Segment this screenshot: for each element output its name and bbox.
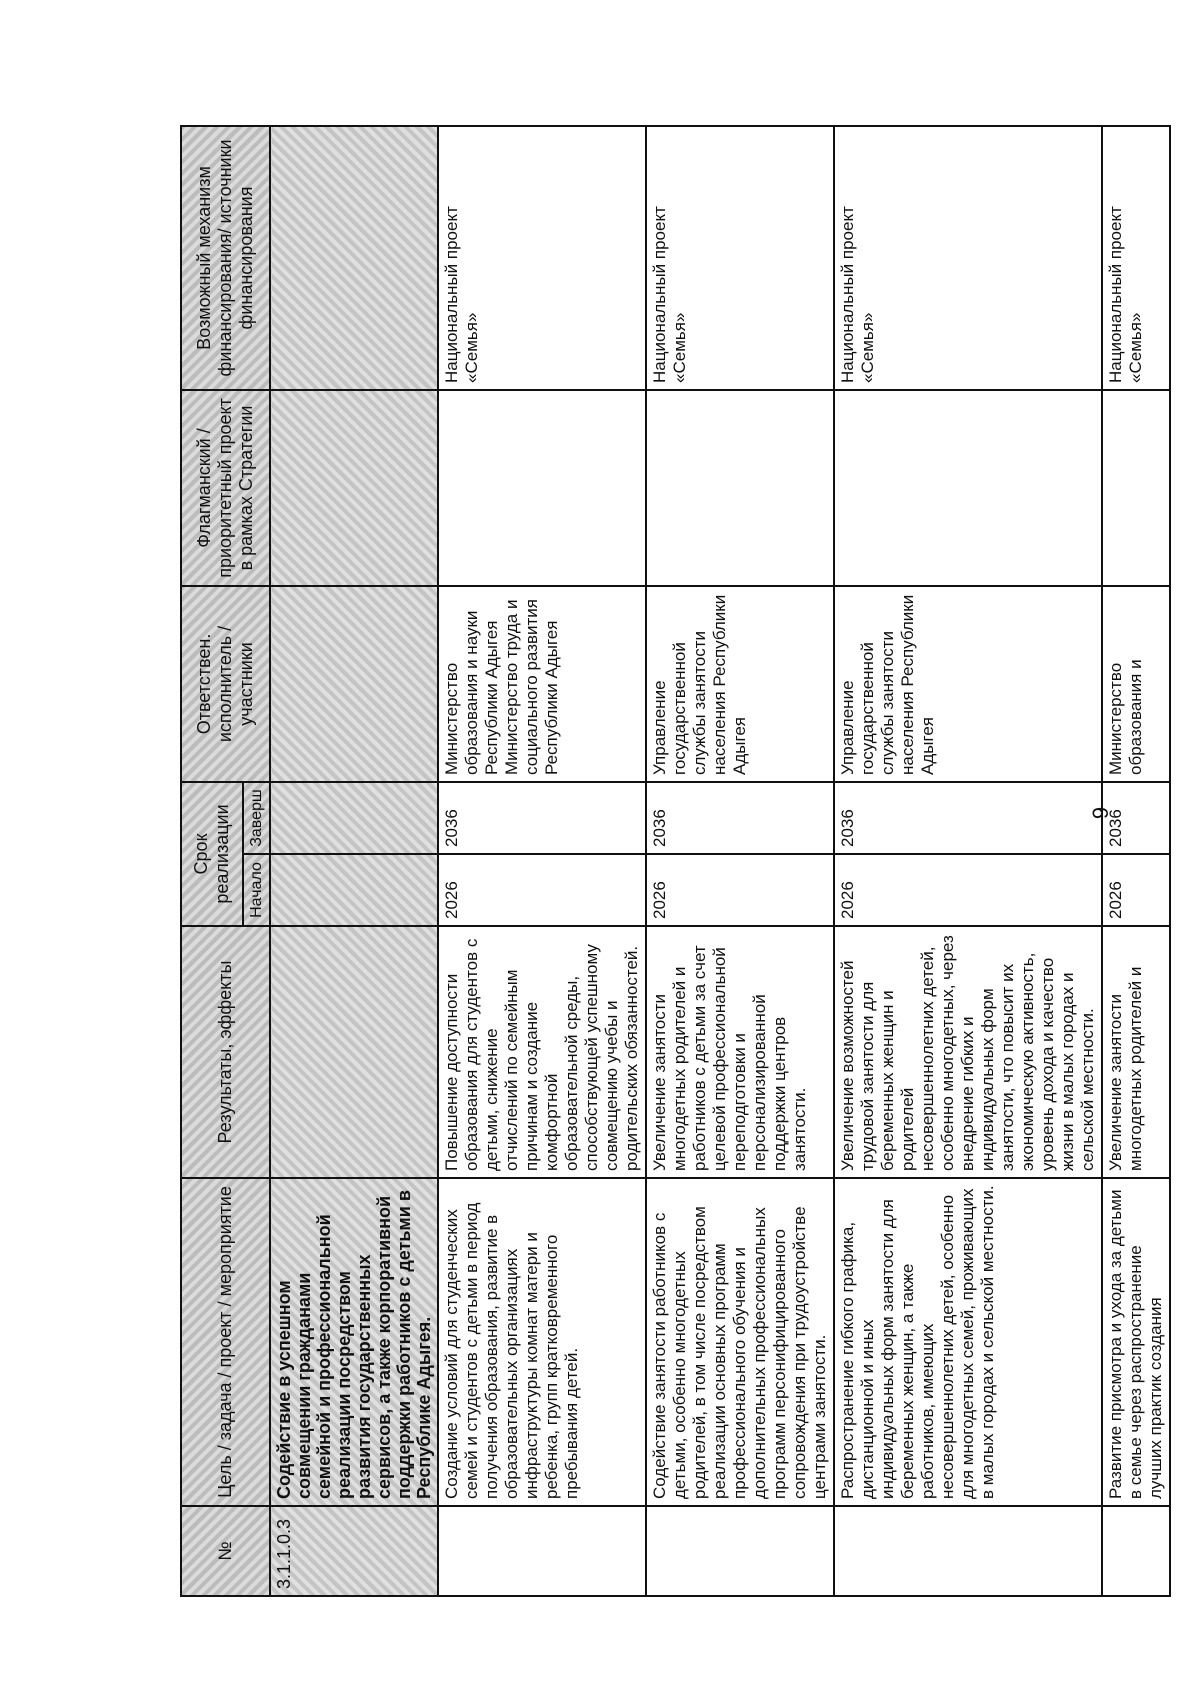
financing-text: Национальный проект «Семья» [646,126,834,390]
row-num-cell [438,1506,646,1596]
header-goal: Цель / задача / проект / мероприятие [181,1178,270,1506]
goal-end-cell [270,782,438,854]
header-results: Результаты, эффекты [181,926,270,1178]
header-financing: Возможный механизм финансирования/ источники финансирования [181,126,270,390]
goal-flagship-cell [270,390,438,586]
goal-financing-cell [270,126,438,390]
financing-text: Национальный проект «Семья» [834,126,1102,390]
goal-code: 3.1.1.0.3 [270,1506,438,1596]
row-num-cell [646,1506,834,1596]
end-year: 2036 [834,782,1102,854]
task-text: Содействие занятости работников с детьми, особенно многодетных родителей, в том числе посредством реализации основных программ профессионального обучения и дополнительных профессиональных программ персонифицированного сопровождения при трудоустройстве центрами занятости. [646,1178,834,1506]
goal-row [270,126,438,1596]
responsible-text: Министерство образования и [1102,586,1170,782]
task-text: Распространение гибкого графика, дистанционной и иных индивидуальных форм занятости для беременных женщин, а также работников, имеющих несовершеннолетних детей, особенно для многодетных семей, проживающих в малых городах и сельской местности. [834,1178,1102,1506]
header-num: № [181,1506,270,1596]
result-text: Повышение доступности образования для студентов с детьми, снижение отчислений по семейным причинам и создание комфортной образовательной среды, способствующей успешному совмещению учебы и родительских обязанностей. [438,926,646,1178]
row-num-cell [1102,1506,1170,1596]
table-row [438,126,646,1596]
end-year: 2036 [646,782,834,854]
financing-text: Национальный проект «Семья» [1102,126,1170,390]
start-year: 2026 [646,854,834,926]
header-end: Заверш [243,782,270,854]
table-row [1102,126,1170,1596]
flagship-text [438,390,646,586]
responsible-text: Министерство образования и науки Республики Адыгея Министерство труда и социального развития Республики Адыгея [438,586,646,782]
header-flagship: Флагманский / приоритетный проект в рамках Стратегии [181,390,270,586]
header-start: Начало [243,854,270,926]
responsible-text: Управление государственной службы занятости населения Республики Адыгея [834,586,1102,782]
end-year: 2036 [1102,782,1170,854]
start-year: 2026 [438,854,646,926]
row-num-cell [834,1506,1102,1596]
header-responsible: Ответствен. исполнитель / участники [181,586,270,782]
result-text: Увеличение занятости многодетных родителей и [1102,926,1170,1178]
result-text: Увеличение занятости многодетных родителей и работников с детьми за счет целевой профессиональной переподготовки и персонализированной поддержки центров занятости. [646,926,834,1178]
table-row [834,126,1102,1596]
flagship-text [646,390,834,586]
financing-text: Национальный проект «Семья» [438,126,646,390]
page-number: 9 [1088,806,1114,820]
header-term: Срок реализации [181,782,243,926]
goal-text: Содействие в успешном совмещении гражданами семейной и профессиональной реализации посредством развития государственных сервисов, а также корпоративной поддержки работников с детьми в Республике Адыгея. [270,1178,438,1506]
task-text: Создание условий для студенческих семей и студентов с детьми в период получения образования, развитие в образовательных организациях инфраструктуры комнат матери и ребенка, групп кратковременного пребывания детей. [438,1178,646,1506]
task-text: Развитие присмотра и ухода за детьми в семье через распространение лучших практик создания [1102,1178,1170,1506]
start-year: 2026 [1102,854,1170,926]
start-year: 2026 [834,854,1102,926]
flagship-text [834,390,1102,586]
responsible-text: Управление государственной службы занятости населения Республики Адыгея [646,586,834,782]
goal-start-cell [270,854,438,926]
end-year: 2036 [438,782,646,854]
strategy-table [180,125,1171,1597]
goal-responsible-cell [270,586,438,782]
rotated-table-page [180,127,1165,1597]
flagship-text [1102,390,1170,586]
table-row [646,126,834,1596]
result-text: Увеличение возможностей трудовой занятости для беременных женщин и родителей несовершеннолетних детей, особенно многодетных, через внедрение гибких и индивидуальных форм занятости, что повысит их экономическую активность, уровень дохода и качество жизни в малых городах и сельской местности. [834,926,1102,1178]
header-row [181,126,243,1596]
goal-results-cell [270,926,438,1178]
